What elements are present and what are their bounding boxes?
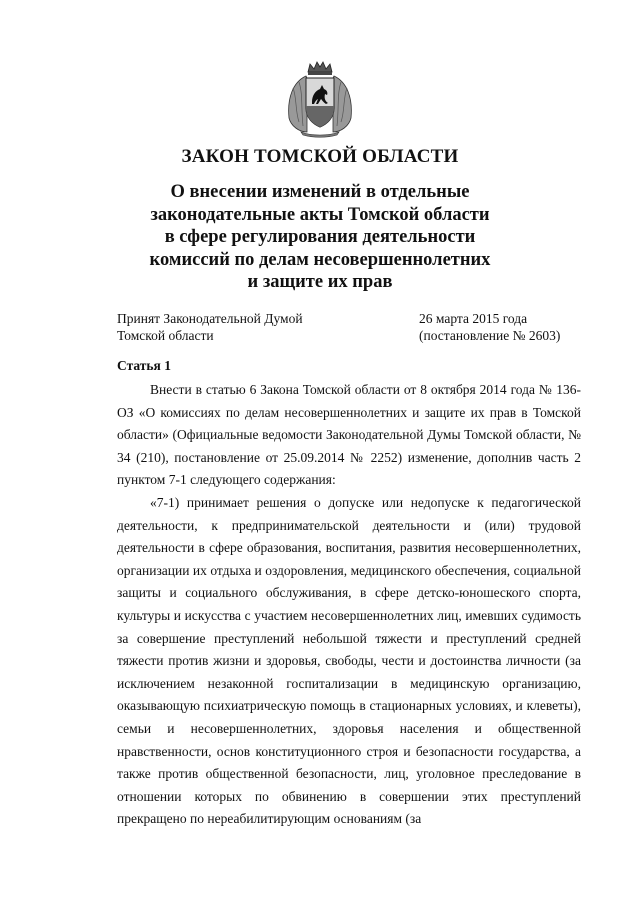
article-heading: Статья 1 xyxy=(117,358,171,373)
subtitle-line: и защите их прав xyxy=(247,272,393,292)
article-paragraph: Внести в статью 6 Закона Томской области от 8 октября 2014 года № 136-ОЗ «О комиссиях по делам несовершеннолетних и защите их прав в Томской области» (Официальные ведомости Законодательной Думы Томской области, № 34 (210), постановление от 25.09.2014 № 2252) изменение, дополнив часть 2 пунктом 7-1 следующего содержания: xyxy=(117,382,581,488)
law-title: ЗАКОН ТОМСКОЙ ОБЛАСТИ xyxy=(181,146,459,167)
adoption-date-line: 26 марта 2015 года xyxy=(419,311,528,326)
subtitle-line: комиссий по делам несовершеннолетних xyxy=(149,249,491,270)
subtitle-line: законодательные акты Томской области xyxy=(150,204,490,225)
adopted-by-line: Томской области xyxy=(117,328,214,343)
article-body xyxy=(117,379,581,831)
adoption-date xyxy=(419,310,589,344)
subtitle-line: в сфере регулирования деятельности xyxy=(164,227,476,247)
law-subtitle xyxy=(0,181,640,294)
article-paragraph: «7-1) принимает решения о допуске или недопуске к педагогической деятельности, к предпринимательской деятельности и (или) трудовой деятельности в сфере образования, воспитания, развития несовершеннолетних, организации их отдыха и оздоровления, медицинского обеспечения, социальной защиты и социального обслуживания, в сфере детско-юношеского спорта, культуры и искусства с участием несовершеннолетних лиц, имевших судимость за совершение преступлений небольшой тяжести и преступлений средней тяжести против жизни и здоровья, свободы, чести и достоинства личности (за исключением незаконной госпитализации в медицинскую организацию, оказывающую психиатрическую помощь в стационарных условиях, и клеветы), семьи и несовершеннолетних, здоровья населения и общественной нравственности, основ конституционного строя и безопасности государства, а также против общественной безопасности, лиц, уголовное преследование в отношении которых по обвинению в совершении этих преступлений прекращено по нереабилитирующим основаниям (за xyxy=(117,494,581,827)
tomsk-oblast-coat-of-arms-icon xyxy=(281,58,359,138)
subtitle-line: О внесении изменений в отдельные xyxy=(170,182,470,202)
adopted-by xyxy=(117,310,407,344)
adopted-by-line: Принят Законодательной Думой xyxy=(117,311,303,326)
resolution-number: (постановление № 2603) xyxy=(419,328,561,343)
